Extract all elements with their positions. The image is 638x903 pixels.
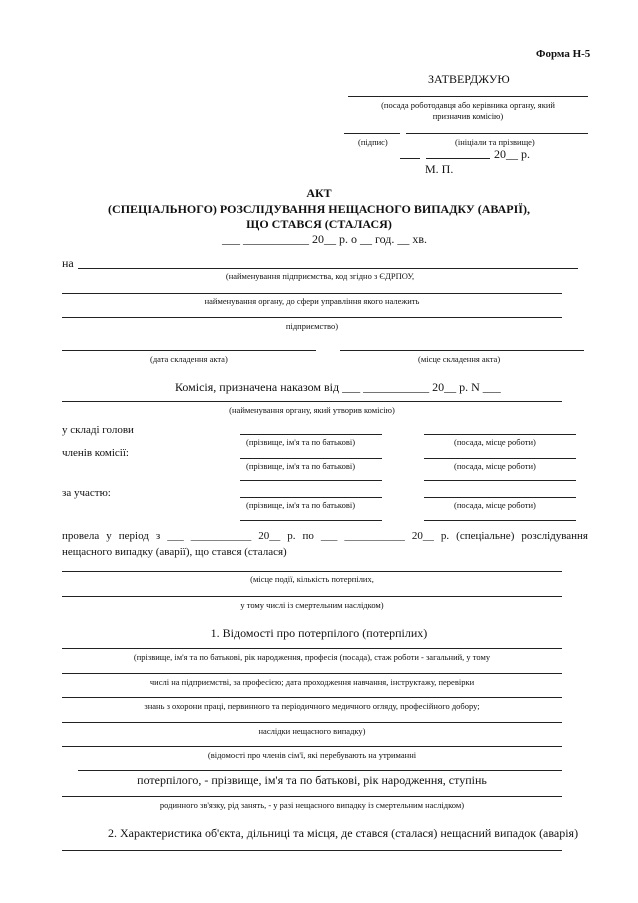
org-caption-2: найменування органу, до сфери управління якого належить xyxy=(204,296,420,306)
head-position-caption: (посада, місце роботи) xyxy=(454,437,536,447)
section1-caption-1: (прізвище, ім'я та по батькові, рік народження, професія (посада), стаж роботи - загальний, у тому xyxy=(133,652,491,662)
period-caption-1: (місце події, кількість потерпілих, xyxy=(250,574,374,584)
act-date-line xyxy=(62,350,316,351)
act-place-caption: (місце складення акта) xyxy=(418,354,501,364)
commission-line xyxy=(62,401,562,402)
section1-line-2 xyxy=(62,673,562,674)
approval-day-line xyxy=(400,158,420,159)
org-caption-1: (найменування підприємства, код згідно з ЄДРПОУ, xyxy=(225,271,415,281)
section1-victim-line: потерпілого, - прізвище, ім'я та по батькові, рік народження, ступінь xyxy=(137,773,487,787)
section1-line-4 xyxy=(62,722,562,723)
approval-date-suffix: 20__ р. xyxy=(494,147,530,161)
period-line-1: провела у період з ___ ___________ 20__ р. по ___ ___________ 20__ р. (спеціальне) розслідування xyxy=(62,530,588,542)
section1-line-1 xyxy=(62,648,562,649)
section1-caption-2: числі на підприємстві, за професією; дата проходження навчання, інструктажу, перевірки xyxy=(149,677,475,687)
head-name-caption: (прізвище, ім'я та по батькові) xyxy=(246,437,356,447)
member-name-line xyxy=(240,458,382,459)
form-label: Форма Н-5 xyxy=(536,48,591,60)
head-label: у складі голови xyxy=(62,424,134,436)
member-position-caption: (посада, місце роботи) xyxy=(454,461,536,471)
member-name-caption: (прізвище, ім'я та по батькові) xyxy=(246,461,356,471)
period-line-2: нещасного випадку (аварії), що стався (сталася) xyxy=(62,546,287,558)
section1-caption-3: знань з охорони праці, первинного та періодичного медичного огляду, професійного добору; xyxy=(144,701,480,711)
approval-initials-line xyxy=(406,133,588,134)
commission-caption: (найменування органу, який утворив комісію) xyxy=(229,405,395,415)
commission-appointed: Комісія, призначена наказом від ___ ___________ 20__ р. N ___ xyxy=(175,380,501,394)
act-datetime-line: ___ ___________ 20__ р. о __ год. __ хв. xyxy=(222,232,428,246)
members-label: членів комісії: xyxy=(62,447,129,459)
participation-label: за участю: xyxy=(62,487,111,499)
section1-line-5 xyxy=(62,746,562,747)
section1-caption-4: наслідки нещасного випадку) xyxy=(258,726,366,736)
section1-caption-6: родинного зв'язку, рід занять, - у разі нещасного випадку із смертельним наслідком) xyxy=(159,800,465,810)
act-date-caption: (дата складення акта) xyxy=(150,354,228,364)
section1-caption-5: (відомості про членів сім'ї, які перебувають на утриманні xyxy=(207,750,417,760)
approval-signature-caption: (підпис) xyxy=(358,137,388,147)
head-position-line xyxy=(424,434,576,435)
act-title: АКТ xyxy=(306,186,332,200)
participant-name-caption: (прізвище, ім'я та по батькові) xyxy=(246,500,356,510)
participant-position-line xyxy=(424,497,576,498)
org-caption-3: підприємство) xyxy=(285,321,339,331)
member-position-line xyxy=(424,458,576,459)
approval-initials-caption: (ініціали та прізвище) xyxy=(455,137,535,147)
section1-line-7 xyxy=(62,796,562,797)
approval-stamp: М. П. xyxy=(425,162,454,176)
participant-name-line xyxy=(240,497,382,498)
period-caption-2: у тому числі із смертельним наслідком) xyxy=(240,600,384,610)
participant-extra-name-line xyxy=(240,520,382,521)
approval-signature-line xyxy=(344,133,400,134)
participant-extra-position-line xyxy=(424,520,576,521)
org-line-3 xyxy=(62,317,562,318)
head-name-line xyxy=(240,434,382,435)
member-extra-name-line xyxy=(240,480,382,481)
period-line-a xyxy=(62,571,562,572)
section2-line-1 xyxy=(62,850,562,851)
section1-line-3 xyxy=(62,697,562,698)
member-extra-position-line xyxy=(424,480,576,481)
section1-line-6 xyxy=(78,770,562,771)
org-line-1 xyxy=(78,268,578,269)
approval-position-caption-2: призначив комісію) xyxy=(432,111,504,121)
act-subtitle-2: ЩО СТАВСЯ (СТАЛАСЯ) xyxy=(246,217,392,231)
act-subtitle-1: (СПЕЦІАЛЬНОГО) РОЗСЛІДУВАННЯ НЕЩАСНОГО ВИПАДКУ (АВАРІЇ), xyxy=(108,202,530,216)
org-line-2 xyxy=(62,293,562,294)
period-line-b xyxy=(62,596,562,597)
act-place-line xyxy=(340,350,584,351)
section1-heading: 1. Відомості про потерпілого (потерпілих) xyxy=(210,626,428,640)
org-prefix: на xyxy=(62,256,74,270)
approval-title: ЗАТВЕРДЖУЮ xyxy=(428,72,510,86)
participant-position-caption: (посада, місце роботи) xyxy=(454,500,536,510)
approval-month-line xyxy=(426,158,490,159)
approval-position-line xyxy=(348,96,588,97)
section2-heading: 2. Характеристика об'єкта, дільниці та місця, де стався (сталася) нещасний випадок (аварія) xyxy=(108,826,579,840)
approval-position-caption-1: (посада роботодавця або керівника органу, який xyxy=(381,100,555,110)
